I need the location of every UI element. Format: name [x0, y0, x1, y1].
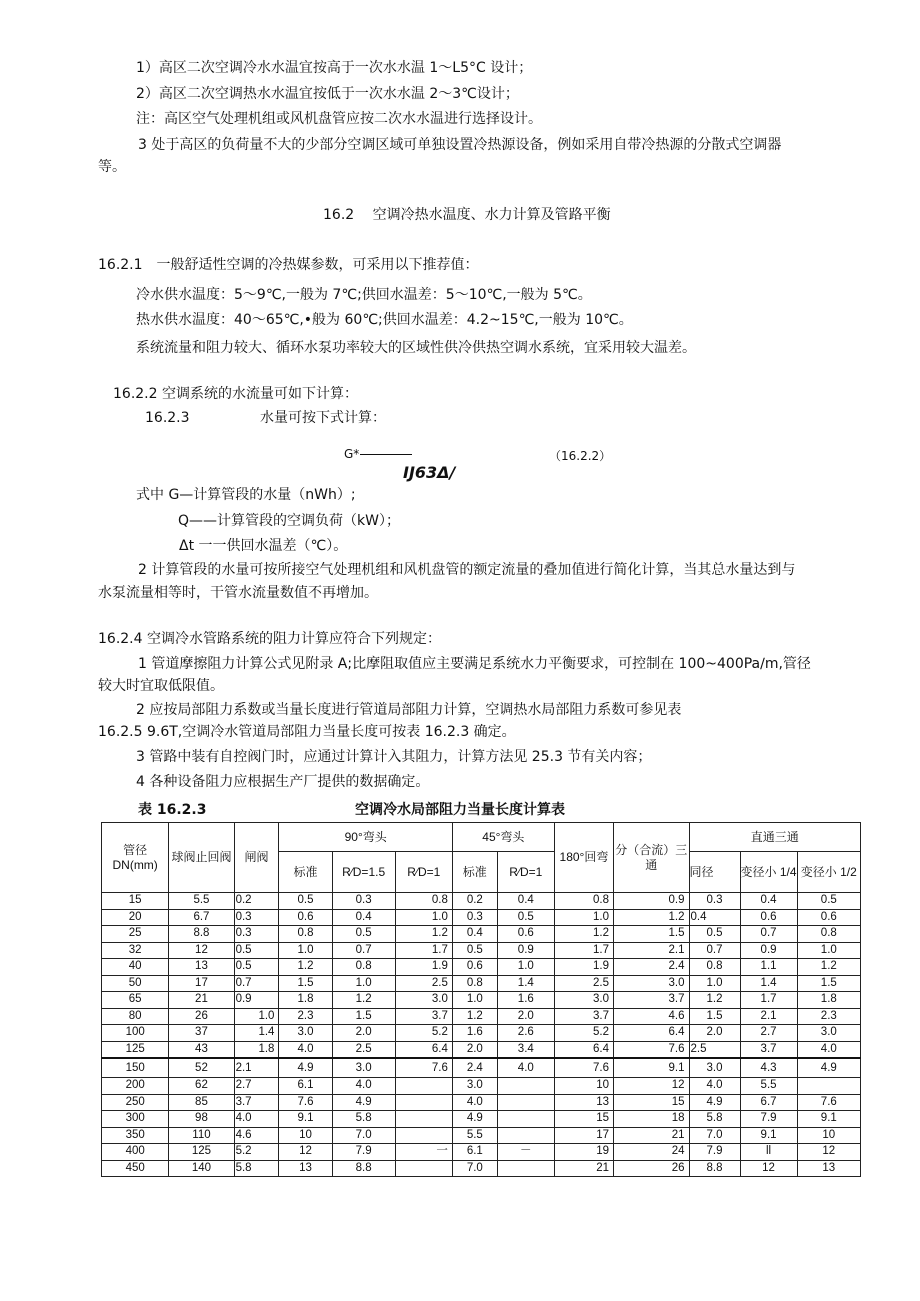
table-cell: 1.0 [395, 909, 452, 926]
table-cell: 0.7 [689, 942, 740, 959]
table-cell: 0.5 [452, 942, 497, 959]
table-cell: 6.7 [740, 1094, 797, 1111]
table-cell: 5.2 [234, 1144, 279, 1161]
table-cell: 1.9 [554, 959, 613, 976]
table-cell: 3.0 [797, 1025, 860, 1042]
table-row [102, 1144, 861, 1161]
table-cell: 7.0 [452, 1160, 497, 1177]
table-cell: 4.9 [279, 1058, 332, 1078]
table-row [102, 959, 861, 976]
table-cell: 1.5 [614, 926, 689, 943]
s1624-p3: 3 管路中装有自控阀门时，应通过计算计入其阻力，计算方法见 25.3 节有关内容； [136, 749, 652, 765]
table-cell: 1.6 [452, 1025, 497, 1042]
table-cell: 3.0 [395, 992, 452, 1009]
table-cell: 98 [169, 1111, 234, 1128]
s1621-hot-water: 热水供水温度：40～65℃,•般为 60℃;供回水温差：4.2~15℃,一般为 10℃。 [136, 312, 633, 328]
table-cell: 0.3 [452, 909, 497, 926]
table-cell: 0.8 [554, 893, 613, 910]
table-cell: 6.1 [452, 1144, 497, 1161]
table-body [102, 893, 861, 1177]
table-cell: 0.8 [689, 959, 740, 976]
table-cell: 0.7 [234, 975, 279, 992]
header-elbow45: 45°弯头 [452, 823, 554, 852]
table-cell: 1.2 [554, 926, 613, 943]
s1624-p2: 2 应按局部阻力系数或当量长度进行管道局部阻力计算，空调热水局部阻力系数可参见表 [136, 702, 682, 718]
table-cell: 2.0 [452, 1041, 497, 1058]
table-cell: 21 [169, 992, 234, 1009]
table-cell: 1.8 [234, 1041, 279, 1058]
table-cell: 5.5 [452, 1127, 497, 1144]
table-cell: 0.3 [689, 893, 740, 910]
table-cell: 0.7 [332, 942, 395, 959]
table-cell [497, 1078, 554, 1095]
table-cell: 5.8 [332, 1111, 395, 1128]
table-cell: 26 [169, 1008, 234, 1025]
table-cell: 5.2 [554, 1025, 613, 1042]
table-cell: 0.7 [740, 926, 797, 943]
table-cell: 20 [102, 909, 169, 926]
table-cell: 1.0 [332, 975, 395, 992]
table-cell: 2.6 [497, 1025, 554, 1042]
table-cell: 4.0 [279, 1041, 332, 1058]
table-cell: 1.8 [279, 992, 332, 1009]
table-cell: 0.8 [279, 926, 332, 943]
table-cell: 7.6 [797, 1094, 860, 1111]
table-cell: 1.7 [740, 992, 797, 1009]
table-cell: 3.0 [452, 1078, 497, 1095]
s1625-line: 16.2.5 9.6T,空调冷水管道局部阻力当量长度可按表 16.2.3 确定。 [98, 724, 516, 740]
table-cell: 2.5 [554, 975, 613, 992]
table-cell: 3.0 [689, 1058, 740, 1078]
formula-numerator [344, 447, 412, 461]
table-cell: 37 [169, 1025, 234, 1042]
table-cell: 85 [169, 1094, 234, 1111]
table-cell: 0.9 [497, 942, 554, 959]
intro-para3-a: 3 处于高区的负荷量不大的少部分空调区域可单独设置冷热源设备，例如采用自带冷热源的分散式空调器 [138, 137, 782, 153]
table-cell: 12 [614, 1078, 689, 1095]
table-cell: 13 [797, 1160, 860, 1177]
table-cell: 350 [102, 1127, 169, 1144]
table-cell: 12 [169, 942, 234, 959]
header-branch [614, 823, 689, 893]
table-row [102, 1078, 861, 1095]
s1624-heading: 16.2.4 空调冷水管路系统的阻力计算应符合下列规定： [98, 631, 441, 647]
table-cell: 7.9 [689, 1144, 740, 1161]
def-dt: Δt 一一供回水温差（℃）。 [179, 538, 348, 554]
table-cell: 1.7 [395, 942, 452, 959]
table-cell: 0.5 [279, 893, 332, 910]
table-cell: 2.5 [395, 975, 452, 992]
table-cell: 15 [554, 1111, 613, 1128]
table-cell: 450 [102, 1160, 169, 1177]
table-cell: 4.0 [332, 1078, 395, 1095]
table-cell: 5.8 [234, 1160, 279, 1177]
table-cell: 4.0 [234, 1111, 279, 1128]
table-cell: 0.9 [614, 893, 689, 910]
table-cell: 3.4 [497, 1041, 554, 1058]
table-cell: 1.2 [395, 926, 452, 943]
table-cell: 0.4 [689, 909, 740, 926]
formula-number: （16.2.2） [549, 449, 612, 463]
table-cell: 1.5 [797, 975, 860, 992]
s1624-p1-b: 较大时宜取低限值。 [98, 678, 224, 694]
table-row [102, 975, 861, 992]
table-cell: 2.1 [234, 1058, 279, 1078]
table-cell: 21 [614, 1127, 689, 1144]
table-cell: 0.8 [332, 959, 395, 976]
table-cell: 9.1 [279, 1111, 332, 1128]
table-cell: 0.6 [740, 909, 797, 926]
def-g: 式中 G—计算管段的水量（nWh）; [136, 487, 356, 503]
table-cell: 1.0 [497, 959, 554, 976]
table-cell: 25 [102, 926, 169, 943]
header-rd15: R⁄D=1.5 [332, 852, 395, 893]
table-row [102, 942, 861, 959]
table-row [102, 1058, 861, 1078]
table-cell: 0.8 [452, 975, 497, 992]
table-cell: 9.1 [740, 1127, 797, 1144]
table-cell: 10 [279, 1127, 332, 1144]
table-cell [395, 1111, 452, 1128]
table-cell: 1.6 [497, 992, 554, 1009]
table-cell: 0.3 [234, 926, 279, 943]
table-cell: 5.5 [169, 893, 234, 910]
table-cell: 100 [102, 1025, 169, 1042]
table-cell: 7.9 [740, 1111, 797, 1128]
table-cell [395, 1094, 452, 1111]
table-cell: 4.9 [332, 1094, 395, 1111]
table-cell: 0.9 [234, 992, 279, 1009]
table-cell: 9.1 [797, 1111, 860, 1128]
table-cell: 0.8 [395, 893, 452, 910]
table-cell: 2.0 [497, 1008, 554, 1025]
table-cell: 3.0 [279, 1025, 332, 1042]
table-cell: 6.1 [279, 1078, 332, 1095]
table-cell: 3.7 [554, 1008, 613, 1025]
table-cell: 2.5 [332, 1041, 395, 1058]
table-cell: 0.6 [452, 959, 497, 976]
table-cell: 2.3 [279, 1008, 332, 1025]
table-cell: 0.6 [279, 909, 332, 926]
table-cell: 0.2 [234, 893, 279, 910]
table-cell: 0.5 [332, 926, 395, 943]
table-cell: 0.3 [234, 909, 279, 926]
table-cell: 21 [554, 1160, 613, 1177]
table-cell: 1.2 [452, 1008, 497, 1025]
table-cell: 17 [169, 975, 234, 992]
table-cell: 62 [169, 1078, 234, 1095]
table-cell: 12 [279, 1144, 332, 1161]
s1621-heading: 16.2.1 一般舒适性空调的冷热媒参数，可采用以下推荐值： [98, 257, 479, 273]
table-cell: 26 [614, 1160, 689, 1177]
table-cell: 10 [797, 1127, 860, 1144]
intro-line-2: 2）高区二次空调热水水温宜按低于一次水水温 2～3℃设计； [136, 86, 519, 102]
table-cell: 2.1 [614, 942, 689, 959]
table-row [102, 1127, 861, 1144]
table-cell: 1.2 [689, 992, 740, 1009]
header-rd1-45: R⁄D=1 [497, 852, 554, 893]
table-cell: 3.0 [614, 975, 689, 992]
table-cell: 1.2 [797, 959, 860, 976]
resistance-table [101, 822, 861, 1177]
intro-line-1: 1）高区二次空调冷水水温宜按高于一次水水温 1～L5°C 设计； [136, 60, 533, 76]
table-row [102, 1041, 861, 1058]
table-cell: 1.0 [689, 975, 740, 992]
table-cell: 0.3 [332, 893, 395, 910]
table-cell: 10 [554, 1078, 613, 1095]
table-cell: 4.6 [234, 1127, 279, 1144]
header-bend180-text: 180°回弯 [559, 850, 609, 864]
table-cell: 4.9 [689, 1094, 740, 1111]
table-cell: 150 [102, 1058, 169, 1078]
table-cell: 300 [102, 1111, 169, 1128]
table-cell: 2.4 [614, 959, 689, 976]
table-cell: 0.2 [452, 893, 497, 910]
table-cell: 6.4 [395, 1041, 452, 1058]
table-row [102, 1160, 861, 1177]
header-red14-text: 变径小 1/4 [740, 864, 797, 879]
s1623-number: 16.2.3 [145, 410, 190, 426]
para2-b: 水泵流量相等时，干管水流量数值不再增加。 [98, 585, 378, 601]
table-cell: 19 [554, 1144, 613, 1161]
table-cell: 2.3 [797, 1008, 860, 1025]
table-cell: 8.8 [689, 1160, 740, 1177]
table-cell: 0.5 [234, 959, 279, 976]
s1622-heading: 16.2.2 空调系统的水流量可如下计算： [113, 386, 358, 402]
table-cell: 13 [279, 1160, 332, 1177]
table-cell: 15 [614, 1094, 689, 1111]
table-cell [395, 1078, 452, 1095]
table-cell: 3.7 [614, 992, 689, 1009]
table-number: 表 16.2.3 [138, 802, 207, 818]
table-cell: 3.7 [740, 1041, 797, 1058]
formula-numerator-text: G* [344, 447, 360, 461]
table-cell: 8.8 [332, 1160, 395, 1177]
table-cell: 1.2 [614, 909, 689, 926]
table-cell: 0.6 [797, 909, 860, 926]
table-cell: 12 [797, 1144, 860, 1161]
header-std45: 标准 [452, 852, 497, 893]
table-cell: 2.5 [689, 1041, 740, 1058]
table-cell: 3.7 [395, 1008, 452, 1025]
table-cell: － [497, 1144, 554, 1161]
table-cell: 1.0 [234, 1008, 279, 1025]
table-cell: 3.0 [332, 1058, 395, 1078]
table-cell: 40 [102, 959, 169, 976]
table-row [102, 1008, 861, 1025]
def-q: Q——计算管段的空调负荷（kW）； [178, 513, 400, 529]
header-same: 同径 [689, 852, 740, 893]
header-std: 标准 [279, 852, 332, 893]
table-cell: 1.8 [797, 992, 860, 1009]
table-cell: 1.5 [689, 1008, 740, 1025]
table-cell: 1.0 [452, 992, 497, 1009]
table-cell: 2.4 [452, 1058, 497, 1078]
header-bend180 [554, 823, 613, 893]
table-cell: 3.0 [554, 992, 613, 1009]
table-cell: 1.0 [554, 909, 613, 926]
table-cell: 7.6 [554, 1058, 613, 1078]
table-cell: 0.4 [332, 909, 395, 926]
formula-fraction-line [360, 454, 412, 455]
header-globe [169, 823, 234, 893]
table-cell: 0.4 [740, 893, 797, 910]
header-straight: 直通三通 [689, 823, 861, 852]
header-red14 [740, 852, 797, 893]
intro-para3-b: 等。 [98, 159, 126, 175]
header-gate: 闸阀 [234, 823, 279, 893]
table-cell: 7.6 [279, 1094, 332, 1111]
table-cell: 52 [169, 1058, 234, 1078]
table-cell [395, 1127, 452, 1144]
table-cell: 1.4 [740, 975, 797, 992]
table-cell: 2.7 [234, 1078, 279, 1095]
table-cell: 9.1 [614, 1058, 689, 1078]
table-cell: 7.6 [614, 1041, 689, 1058]
table-cell [497, 1094, 554, 1111]
intro-note: 注：高区空气处理机组或风机盘管应按二次水水温进行选择设计。 [136, 111, 542, 127]
table-cell: 4.6 [614, 1008, 689, 1025]
table-cell: 1.0 [279, 942, 332, 959]
table-cell: 13 [169, 959, 234, 976]
table-cell: 32 [102, 942, 169, 959]
table-cell: 12 [740, 1160, 797, 1177]
table-cell: 50 [102, 975, 169, 992]
table-cell: 4.0 [452, 1094, 497, 1111]
header-elbow90: 90°弯头 [279, 823, 452, 852]
table-row [102, 893, 861, 910]
table-cell: 3.7 [234, 1094, 279, 1111]
table-cell: 1.7 [554, 942, 613, 959]
para2-a: 2 计算管段的水量可按所接空气处理机组和风机盘管的额定流量的叠加值进行简化计算，当其总水量达到与 [138, 562, 796, 578]
formula-denominator: IJ63Δ/ [403, 463, 456, 482]
table-cell: 1.2 [332, 992, 395, 1009]
table-cell: 0.5 [497, 909, 554, 926]
s1621-note: 系统流量和阻力较大、循环水泵功率较大的区域性供冷供热空调水系统，宜采用较大温差。 [136, 340, 696, 356]
table-cell: 1.5 [332, 1008, 395, 1025]
table-cell: 2.7 [740, 1025, 797, 1042]
header-branch-text: 分（合流）三通 [615, 842, 688, 872]
table-cell: 200 [102, 1078, 169, 1095]
table-cell: 1.4 [497, 975, 554, 992]
table-cell: 7.0 [332, 1127, 395, 1144]
table-cell: 80 [102, 1008, 169, 1025]
table-cell [395, 1160, 452, 1177]
table-cell: 7.6 [395, 1058, 452, 1078]
table-cell: 1.4 [234, 1025, 279, 1042]
table-row [102, 1025, 861, 1042]
table-cell [497, 1127, 554, 1144]
header-dn-text: 管径 DN(mm) [112, 842, 158, 872]
table-cell: 4.0 [497, 1058, 554, 1078]
table-cell: 110 [169, 1127, 234, 1144]
header-globe-text: 球阀止回阀 [171, 850, 232, 864]
table-cell: 4.3 [740, 1058, 797, 1078]
table-cell: 1.1 [740, 959, 797, 976]
table-cell: 0.4 [497, 893, 554, 910]
table-cell: 1.5 [279, 975, 332, 992]
table-cell: 7.0 [689, 1127, 740, 1144]
table-cell: 13 [554, 1094, 613, 1111]
table-cell: 6.7 [169, 909, 234, 926]
table-cell: 400 [102, 1144, 169, 1161]
table-cell: 24 [614, 1144, 689, 1161]
table-cell: 5.2 [395, 1025, 452, 1042]
table-cell: 0.5 [234, 942, 279, 959]
table-cell: 0.5 [689, 926, 740, 943]
s1624-p1-a: 1 管道摩擦阻力计算公式见附录 A;比摩阻取值应主要满足系统水力平衡要求，可控制在 100~400Pa∕m,管径 [138, 656, 811, 672]
table-cell [797, 1078, 860, 1095]
table-cell: 0.6 [497, 926, 554, 943]
s1621-cold-water: 冷水供水温度：5～9℃,一般为 7℃;供回水温差：5～10℃,一般为 5℃。 [136, 287, 592, 303]
table-cell: 6.4 [554, 1041, 613, 1058]
table-cell: 1.0 [797, 942, 860, 959]
header-dn [102, 823, 169, 893]
table-cell: 140 [169, 1160, 234, 1177]
table-cell: 17 [554, 1127, 613, 1144]
table-cell: 0.4 [452, 926, 497, 943]
table-cell: 1.2 [279, 959, 332, 976]
s1623-text: 水量可按下式计算： [260, 410, 386, 426]
table-cell: 6.4 [614, 1025, 689, 1042]
table-cell: 4.0 [797, 1041, 860, 1058]
table-cell: 7.9 [332, 1144, 395, 1161]
table-cell: 15 [102, 893, 169, 910]
table-cell: 18 [614, 1111, 689, 1128]
table-cell: 0.5 [797, 893, 860, 910]
section-title: 16.2 空调冷热水温度、水力计算及管路平衡 [323, 207, 611, 223]
table-row [102, 992, 861, 1009]
table-row [102, 1094, 861, 1111]
table-cell: 2.0 [332, 1025, 395, 1042]
header-red12: 变径小 1/2 [797, 852, 860, 893]
table-row [102, 1111, 861, 1128]
table-cell: 5.8 [689, 1111, 740, 1128]
table-cell: 65 [102, 992, 169, 1009]
table-cell: 一 [395, 1144, 452, 1161]
table-cell: 125 [102, 1041, 169, 1058]
table-cell: 125 [169, 1144, 234, 1161]
s1624-p4: 4 各种设备阻力应根据生产厂提供的数据确定。 [136, 774, 430, 790]
table-cell: 8.8 [169, 926, 234, 943]
table-row [102, 909, 861, 926]
table-cell: 0.9 [740, 942, 797, 959]
table-cell: 2.1 [740, 1008, 797, 1025]
table-row [102, 926, 861, 943]
table-cell: 4.9 [452, 1111, 497, 1128]
table-cell [497, 1160, 554, 1177]
table-cell: 0.8 [797, 926, 860, 943]
header-rd1: R⁄D=1 [395, 852, 452, 893]
table-cell: ll [740, 1144, 797, 1161]
table-cell [497, 1111, 554, 1128]
table-cell: 43 [169, 1041, 234, 1058]
table-cell: 5.5 [740, 1078, 797, 1095]
table-cell: 4.0 [689, 1078, 740, 1095]
table-cell: 250 [102, 1094, 169, 1111]
table-cell: 2.0 [689, 1025, 740, 1042]
table-cell: 4.9 [797, 1058, 860, 1078]
table-cell: 1.9 [395, 959, 452, 976]
table-caption: 空调冷水局部阻力当量长度计算表 [355, 802, 565, 818]
